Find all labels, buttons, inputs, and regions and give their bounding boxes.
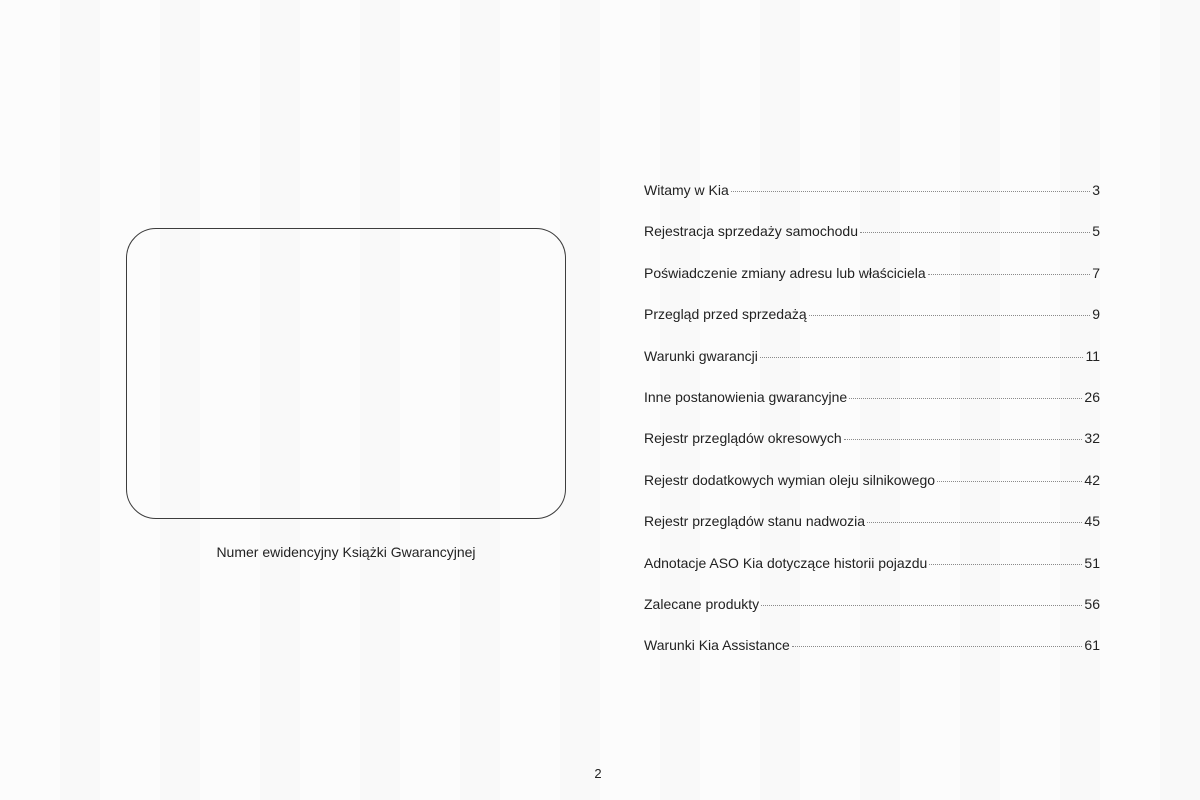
toc-entry-title: Rejestr przeglądów stanu nadwozia <box>644 513 866 530</box>
toc-dot-leader <box>937 481 1082 482</box>
toc-entry-page: 7 <box>1092 264 1100 281</box>
toc-entry-page: 45 <box>1084 513 1100 530</box>
toc-entry-page: 32 <box>1084 430 1100 447</box>
toc-dot-leader <box>760 357 1084 358</box>
registration-number-box <box>126 228 566 519</box>
toc-dot-leader <box>809 315 1091 316</box>
toc-entry[interactable] <box>644 513 1100 554</box>
toc-entry-page: 5 <box>1092 223 1100 240</box>
toc-dot-leader <box>849 398 1082 399</box>
toc-dot-leader <box>860 232 1090 233</box>
toc-entry[interactable] <box>644 596 1100 637</box>
toc-entry[interactable] <box>644 348 1100 389</box>
toc-entry-title: Poświadczenie zmiany adresu lub właściciela <box>644 264 926 281</box>
toc-dot-leader <box>928 274 1091 275</box>
toc-entry-page: 11 <box>1085 347 1100 364</box>
toc-entry-title: Witamy w Kia <box>644 182 729 198</box>
toc-entry[interactable] <box>644 430 1100 471</box>
toc-entry-page: 3 <box>1092 182 1100 198</box>
toc-entry-title: Inne postanowienia gwarancyjne <box>644 388 848 405</box>
toc-dot-leader <box>792 646 1083 647</box>
toc-entry-page: 56 <box>1084 595 1100 612</box>
toc-entry[interactable] <box>644 182 1100 223</box>
registration-number-caption: Numer ewidencyjny Książki Gwarancyjnej <box>216 544 476 560</box>
toc-entry[interactable] <box>644 555 1100 596</box>
page-number: 2 <box>594 766 602 781</box>
toc-dot-leader <box>731 191 1090 192</box>
toc-entry-page: 42 <box>1084 471 1100 488</box>
toc-entry-page: 61 <box>1084 637 1100 654</box>
toc-entry[interactable] <box>644 389 1100 430</box>
toc-dot-leader <box>867 522 1082 523</box>
toc-dot-leader <box>761 605 1082 606</box>
toc-entry-page: 51 <box>1084 554 1100 571</box>
toc-entry-title: Adnotacje ASO Kia dotyczące historii pojazdu <box>644 554 928 571</box>
toc-dot-leader <box>844 439 1083 440</box>
toc-entry[interactable] <box>644 306 1100 347</box>
toc-dot-leader <box>929 564 1082 565</box>
toc-entry[interactable] <box>644 637 1100 678</box>
toc-entry-title: Warunki gwarancji <box>644 347 758 364</box>
toc-entry[interactable] <box>644 472 1100 513</box>
toc-entry-title: Zalecane produkty <box>644 595 760 612</box>
toc-entry-title: Warunki Kia Assistance <box>644 637 790 654</box>
toc-entry-title: Przegląd przed sprzedażą <box>644 306 807 323</box>
toc-entry[interactable] <box>644 265 1100 306</box>
toc-entry-page: 26 <box>1084 388 1100 405</box>
table-of-contents <box>644 182 1100 679</box>
toc-entry-title: Rejestracja sprzedaży samochodu <box>644 223 858 240</box>
toc-entry[interactable] <box>644 223 1100 264</box>
toc-entry-page: 9 <box>1092 306 1100 323</box>
toc-entry-title: Rejestr dodatkowych wymian oleju silnikowego <box>644 471 936 488</box>
toc-entry-title: Rejestr przeglądów okresowych <box>644 430 842 447</box>
